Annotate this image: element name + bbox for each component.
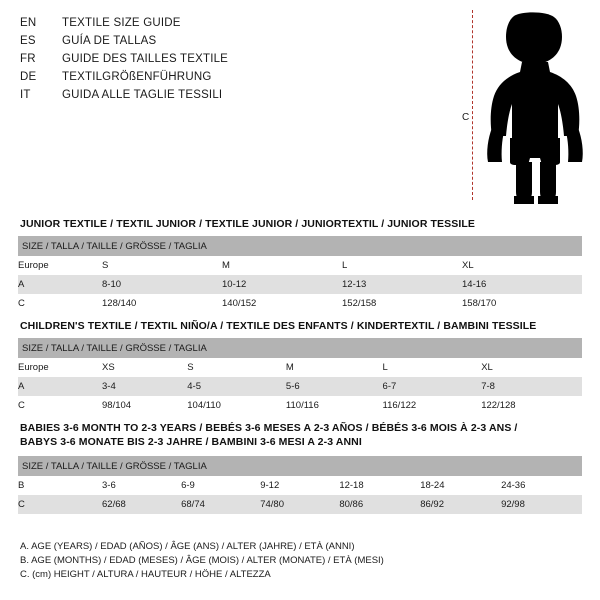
language-title-block xyxy=(20,14,440,104)
table-row xyxy=(18,294,582,313)
row-label: C xyxy=(18,294,102,313)
section-title-junior: JUNIOR TEXTILE / TEXTIL JUNIOR / TEXTILE JUNIOR / JUNIORTEXTIL / JUNIOR TESSILE xyxy=(20,218,475,230)
cell: 98/104 xyxy=(102,396,187,415)
table-row xyxy=(18,275,582,294)
language-row xyxy=(20,32,440,50)
table-header-label: SIZE / TALLA / TAILLE / GRÖSSE / TAGLIA xyxy=(18,236,582,256)
row-label: A xyxy=(18,275,102,294)
cell: 7-8 xyxy=(481,377,582,396)
cell: L xyxy=(342,256,462,275)
cell: 110/116 xyxy=(286,396,383,415)
language-code: ES xyxy=(20,35,36,47)
table-row xyxy=(18,256,582,275)
cell: 86/92 xyxy=(420,495,501,514)
cell: XL xyxy=(481,358,582,377)
cell: 9-12 xyxy=(260,476,339,495)
cell: 5-6 xyxy=(286,377,383,396)
language-title: GUIDA ALLE TAGLIE TESSILI xyxy=(62,89,223,101)
section-title-babies: BABIES 3-6 MONTH TO 2-3 YEARS / BEBÉS 3-6 MESES A 2-3 AÑOS / BÉBÉS 3-6 MOIS À 2-3 ANS / xyxy=(20,422,518,434)
babies-size-table xyxy=(18,456,582,514)
footnote-a: A. AGE (YEARS) / EDAD (AÑOS) / ÂGE (ANS) / ALTER (JAHRE) / ETÀ (ANNI) xyxy=(20,541,355,552)
row-label: C xyxy=(18,396,102,415)
cell: 6-7 xyxy=(383,377,482,396)
cell: 80/86 xyxy=(339,495,420,514)
measurement-figure xyxy=(450,6,590,206)
cell: 3-6 xyxy=(102,476,181,495)
cell: 68/74 xyxy=(181,495,260,514)
cell: L xyxy=(383,358,482,377)
cell: 4-5 xyxy=(187,377,286,396)
language-code: DE xyxy=(20,71,37,83)
cell: 12-13 xyxy=(342,275,462,294)
cell: 24-36 xyxy=(501,476,582,495)
cell: M xyxy=(222,256,342,275)
language-row xyxy=(20,68,440,86)
cell: 104/110 xyxy=(187,396,286,415)
table-header-row xyxy=(18,338,582,358)
cell: M xyxy=(286,358,383,377)
cell: 8-10 xyxy=(102,275,222,294)
table-row xyxy=(18,358,582,377)
language-code: IT xyxy=(20,89,31,101)
section-title-babies-line2: BABYS 3-6 MONATE BIS 2-3 JAHRE / BAMBINI 3-6 MESI A 2-3 ANNI xyxy=(20,436,362,448)
cell: 122/128 xyxy=(481,396,582,415)
cell: 140/152 xyxy=(222,294,342,313)
cell: 14-16 xyxy=(462,275,582,294)
cell: 152/158 xyxy=(342,294,462,313)
cell: 158/170 xyxy=(462,294,582,313)
cell: 12-18 xyxy=(339,476,420,495)
language-row xyxy=(20,14,440,32)
cell: 18-24 xyxy=(420,476,501,495)
table-header-label: SIZE / TALLA / TAILLE / GRÖSSE / TAGLIA xyxy=(18,338,582,358)
cell: 74/80 xyxy=(260,495,339,514)
row-label: Europe xyxy=(18,358,102,377)
row-label: Europe xyxy=(18,256,102,275)
language-title: GUÍA DE TALLAS xyxy=(62,35,157,47)
cell: S xyxy=(102,256,222,275)
cell: S xyxy=(187,358,286,377)
table-header-row xyxy=(18,236,582,256)
row-label: B xyxy=(18,476,102,495)
language-title: GUIDE DES TAILLES TEXTILE xyxy=(62,53,229,65)
language-code: EN xyxy=(20,17,37,29)
junior-size-table xyxy=(18,236,582,313)
language-title: TEXTILGRÖßENFÜHRUNG xyxy=(62,71,212,83)
cell: XL xyxy=(462,256,582,275)
cell: 6-9 xyxy=(181,476,260,495)
cell: 128/140 xyxy=(102,294,222,313)
cell: 3-4 xyxy=(102,377,187,396)
section-title-children: CHILDREN'S TEXTILE / TEXTIL NIÑO/A / TEXTILE DES ENFANTS / KINDERTEXTIL / BAMBINI TESSILE xyxy=(20,320,537,332)
toddler-silhouette-icon xyxy=(484,12,590,206)
table-row xyxy=(18,495,582,514)
height-measure-label: C xyxy=(462,112,470,123)
cell: 10-12 xyxy=(222,275,342,294)
cell: XS xyxy=(102,358,187,377)
language-row xyxy=(20,86,440,104)
children-size-table xyxy=(18,338,582,415)
table-header-label: SIZE / TALLA / TAILLE / GRÖSSE / TAGLIA xyxy=(18,456,582,476)
cell: 92/98 xyxy=(501,495,582,514)
table-header-row xyxy=(18,456,582,476)
row-label: A xyxy=(18,377,102,396)
language-title: TEXTILE SIZE GUIDE xyxy=(62,17,181,29)
language-code: FR xyxy=(20,53,36,65)
footnote-b: B. AGE (MONTHS) / EDAD (MESES) / ÂGE (MOIS) / ALTER (MONATE) / ETÀ (MESI) xyxy=(20,555,384,566)
cell: 62/68 xyxy=(102,495,181,514)
table-row xyxy=(18,396,582,415)
footnote-c: C. (cm) HEIGHT / ALTURA / HAUTEUR / HÖHE / ALTEZZA xyxy=(20,569,271,580)
row-label: C xyxy=(18,495,102,514)
footnotes-block xyxy=(20,540,384,582)
cell: 116/122 xyxy=(383,396,482,415)
height-guide-line xyxy=(472,10,473,200)
table-row xyxy=(18,476,582,495)
language-row xyxy=(20,50,440,68)
table-row xyxy=(18,377,582,396)
